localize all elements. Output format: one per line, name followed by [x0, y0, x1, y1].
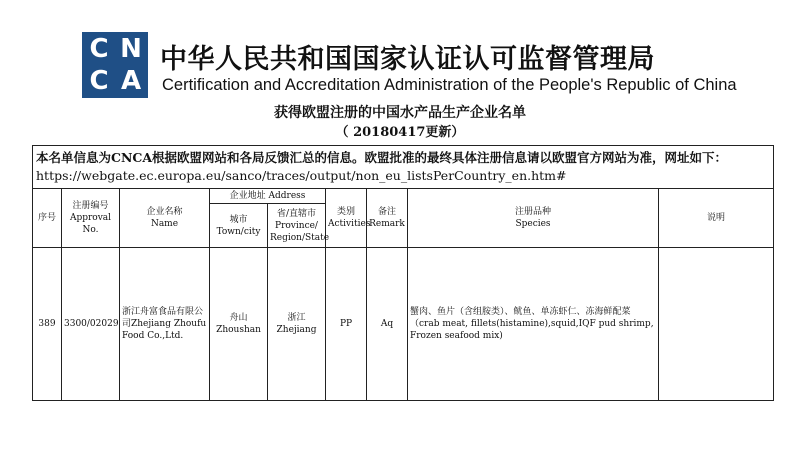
- logo-letter: C: [89, 66, 109, 96]
- col-header-name-cn: 企业名称: [146, 207, 183, 217]
- col-header-seq: 序号: [33, 189, 62, 248]
- col-header-address-en: Address: [268, 191, 306, 201]
- col-header-name-en: Name: [150, 219, 179, 229]
- col-header-town: [210, 204, 268, 248]
- table-row: [33, 248, 774, 401]
- cell-town: 舟山 Zhoushan: [210, 248, 268, 401]
- cell-species: 蟹肉、鱼片（含组胺类）、鱿鱼、单冻虾仁、冻海鲜配菜（crab meat, fillets(histamine),squid,IQF pud shrimp, Frozen seafood mix): [408, 248, 659, 401]
- cell-activities: PP: [326, 248, 367, 401]
- cell-note: [659, 248, 774, 401]
- notice-text: 本名单信息为CNCA根据欧盟网站和各局反馈汇总的信息。欧盟批准的最终具体注册信息请以欧盟官方网站为准，网址如下：: [36, 150, 728, 165]
- document-title: 获得欧盟注册的中国水产品生产企业名单: [274, 105, 526, 121]
- col-header-species: [408, 189, 659, 248]
- col-header-address-cn: 企业地址: [229, 191, 266, 201]
- col-header-name: [120, 189, 210, 248]
- col-header-activities-cn: 类别: [336, 207, 355, 217]
- col-header-activities: [326, 189, 371, 248]
- col-header-province: [268, 204, 330, 248]
- org-name-en: Certification and Accreditation Administration of the People's Republic of China: [162, 76, 737, 94]
- cnca-logo: [82, 32, 148, 98]
- logo-letter: A: [120, 66, 142, 96]
- logo-letter: C: [89, 34, 109, 64]
- logo-letter: N: [120, 34, 142, 64]
- notice-cell: [33, 146, 774, 189]
- col-header-address: [210, 189, 326, 204]
- col-header-approval-cn: 注册编号: [72, 201, 109, 211]
- col-header-approval-en: Approval No.: [69, 213, 112, 235]
- cell-remark: Aq: [367, 248, 408, 401]
- cell-approval: 3300/02029: [62, 248, 120, 401]
- col-header-province-en: Province/ Region/State: [270, 220, 330, 243]
- col-header-species-en: Species: [515, 219, 551, 229]
- cell-name: 浙江舟富食品有限公司Zhejiang Zhoufu Food Co.,Ltd.: [120, 248, 210, 401]
- col-header-remark-cn: 备注: [377, 207, 396, 217]
- col-header-remark: [367, 189, 408, 248]
- col-header-note: 说明: [659, 189, 774, 248]
- col-header-town-cn: 城市: [229, 214, 248, 225]
- col-header-remark-en: Remark: [369, 219, 405, 229]
- update-date: （ 20180417更新）: [335, 125, 465, 140]
- col-header-species-cn: 注册品种: [514, 207, 551, 217]
- col-header-town-en: Town/city: [216, 226, 261, 237]
- col-header-approval: [62, 189, 120, 248]
- cell-seq: 389: [33, 248, 62, 401]
- org-name-cn: 中华人民共和国国家认证认可监督管理局: [160, 44, 655, 75]
- enterprise-table: [32, 145, 774, 401]
- eu-list-link[interactable]: https://webgate.ec.europa.eu/sanco/traces/output/non_eu_listsPerCountry_en.htm#: [36, 168, 567, 183]
- col-header-activities-en: Activities: [328, 219, 371, 229]
- col-header-province-cn: 省/直辖市: [276, 208, 317, 219]
- cell-province: 浙江 Zhejiang: [268, 248, 326, 401]
